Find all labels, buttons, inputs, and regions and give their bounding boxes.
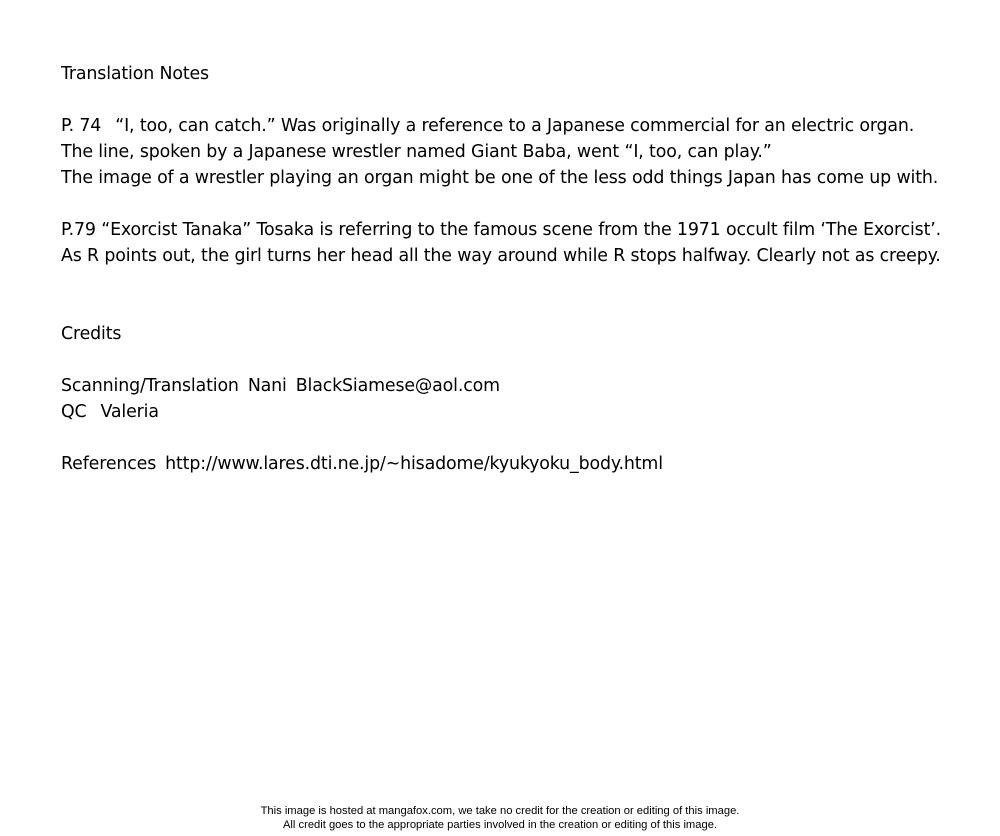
note-p74-line-1 xyxy=(61,115,914,137)
credit-scanning-name: Nani xyxy=(247,376,287,396)
credit-scanning-email[interactable]: BlackSiamese@aol.com xyxy=(295,376,500,396)
credit-qc-name: Valeria xyxy=(100,402,159,422)
note-p74-page-ref: P. 74 xyxy=(61,116,102,136)
hosting-notice-line-2: All credit goes to the appropriate parties involved in the creation or editing of this image. xyxy=(282,819,718,831)
credits-heading: Credits xyxy=(61,324,122,344)
note-p74-text: “I, too, can catch.” Was originally a reference to a Japanese commercial for an electric organ. xyxy=(115,116,915,136)
note-p74-line-3: The image of a wrestler playing an organ might be one of the less odd things Japan has come up with. xyxy=(61,168,939,188)
references-url[interactable]: http://www.lares.dti.ne.jp/~hisadome/kyukyoku_body.html xyxy=(165,454,663,474)
credit-references xyxy=(61,453,663,475)
credit-qc xyxy=(61,401,159,423)
hosting-notice-line-1: This image is hosted at mangafox.com, we take no credit for the creation or editing of this image. xyxy=(260,805,740,817)
references-label: References xyxy=(61,454,157,474)
translation-notes-heading: Translation Notes xyxy=(61,64,209,84)
credit-qc-role: QC xyxy=(61,402,87,422)
note-p79-line-1: P.79 “Exorcist Tanaka” Tosaka is referring to the famous scene from the 1971 occult film ‘The Exorcist’. xyxy=(61,220,942,240)
note-p79-line-2: As R points out, the girl turns her head all the way around while R stops halfway. Clearly not as creepy. xyxy=(61,246,941,266)
note-p74-line-2: The line, spoken by a Japanese wrestler named Giant Baba, went “I, too, can play.” xyxy=(61,142,772,162)
credit-scanning-translation xyxy=(61,375,500,397)
credit-scanning-role: Scanning/Translation xyxy=(61,376,239,396)
